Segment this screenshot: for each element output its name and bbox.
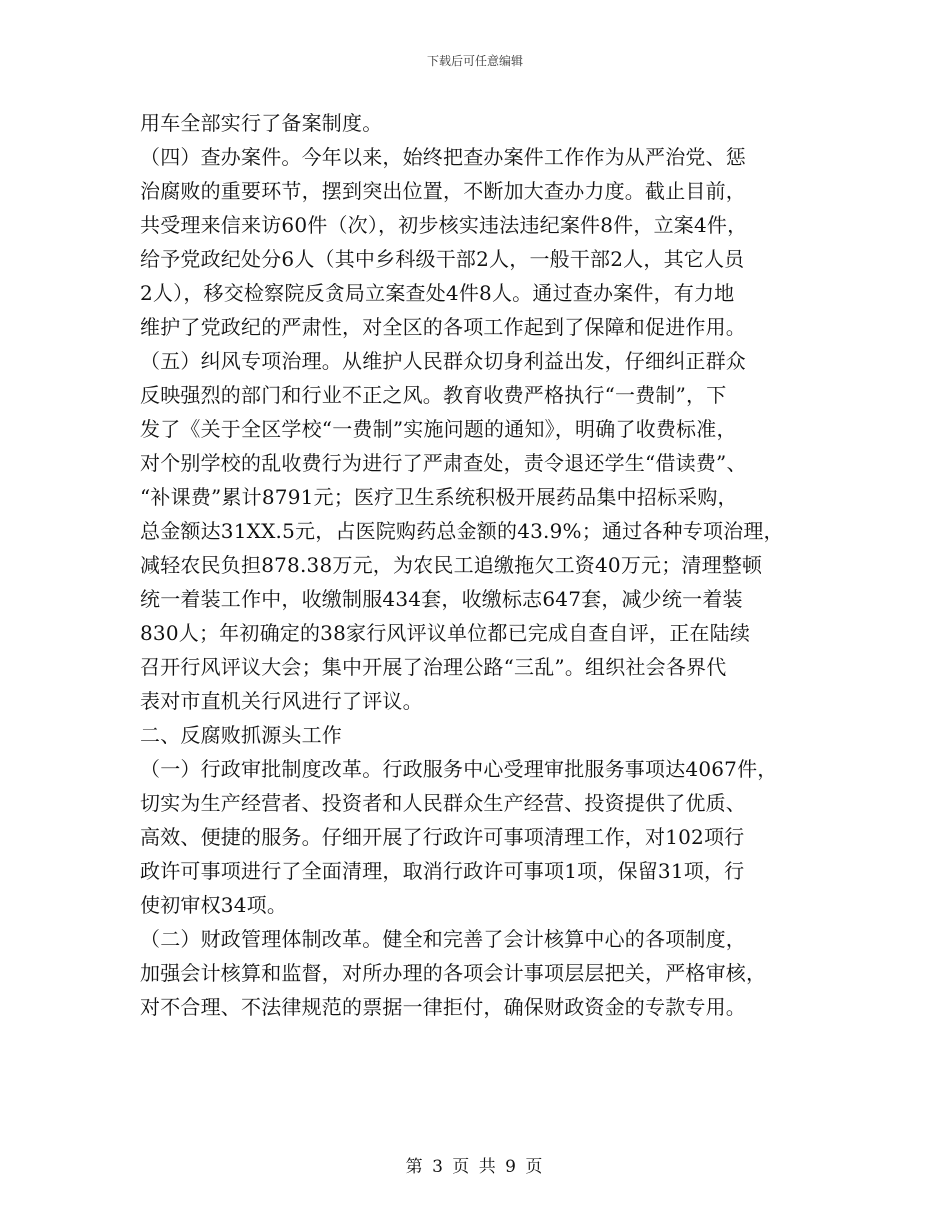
- page-number: 第 3 页 共 9 页: [405, 1157, 545, 1177]
- text-line: 对个别学校的乱收费行为进行了严肃查处，责令退还学生“借读费”、: [140, 451, 747, 475]
- document-body: [140, 106, 815, 1024]
- text-line: （四）查办案件。今年以来，始终把查办案件工作作为从严治党、惩: [140, 145, 746, 169]
- text-line: 加强会计核算和监督，对所办理的各项会计事项层层把关，严格审核，: [140, 961, 767, 985]
- text-line: （二）财政管理体制改革。健全和完善了会计核算中心的各项制度，: [140, 927, 746, 951]
- text-line: 统一着装工作中，收缴制服434套，收缴标志647套，减少统一着装: [140, 587, 743, 611]
- text-line: 2人），移交检察院反贪局立案查处4件8人。通过查办案件，有力地: [140, 281, 735, 305]
- text-line: 治腐败的重要环节，摆到突出位置，不断加大查办力度。截止目前，: [140, 179, 746, 203]
- text-line: 使初审权34项。: [140, 893, 288, 917]
- text-line: 发了《关于全区学校“一费制”实施问题的通知》，明确了收费标准，: [140, 417, 737, 441]
- text-line: 共受理来信来访60件（次），初步核实违法违纪案件8件，立案4件，: [140, 213, 748, 237]
- text-line: 表对市直机关行风进行了评议。: [140, 689, 423, 713]
- page-header: 下载后可任意编辑: [426, 54, 523, 68]
- section-heading: 二、反腐败抓源头工作: [140, 723, 342, 747]
- text-line: 用车全部实行了备案制度。: [140, 111, 383, 135]
- text-line: （五）纠风专项治理。从维护人民群众切身利益出发，仔细纠正群众: [140, 349, 746, 373]
- text-line: 高效、便捷的服务。仔细开展了行政许可事项清理工作，对102项行: [140, 825, 745, 849]
- text-line: “补课费”累计8791元；医疗卫生系统积极开展药品集中招标采购，: [140, 485, 738, 509]
- text-line: 反映强烈的部门和行业不正之风。教育收费严格执行“一费制”，下: [140, 383, 727, 407]
- text-line: 对不合理、不法律规范的票据一律拒付，确保财政资金的专款专用。: [140, 995, 746, 1019]
- text-line: 给予党政纪处分6人（其中乡科级干部2人，一般干部2人，其它人员: [140, 247, 745, 271]
- text-line: 政许可事项进行了全面清理，取消行政许可事项1项，保留31项，行: [140, 859, 745, 883]
- text-line: 切实为生产经营者、投资者和人民群众生产经营、投资提供了优质、: [140, 791, 746, 815]
- text-line: 召开行风评议大会；集中开展了治理公路“三乱”。组织社会各界代: [140, 655, 727, 679]
- text-line: 总金额达31XX.5元，占医院购药总金额的43.9%；通过各种专项治理，: [140, 519, 784, 543]
- text-line: 减轻农民负担878.38万元，为农民工追缴拖欠工资40万元；清理整顿: [140, 553, 763, 577]
- text-line: （一）行政审批制度改革。行政服务中心受理审批服务事项达4067件，: [140, 757, 778, 781]
- text-line: 维护了党政纪的严肃性，对全区的各项工作起到了保障和促进作用。: [140, 315, 746, 339]
- text-line: 830人；年初确定的38家行风评议单位都已完成自查自评，正在陆续: [140, 621, 751, 645]
